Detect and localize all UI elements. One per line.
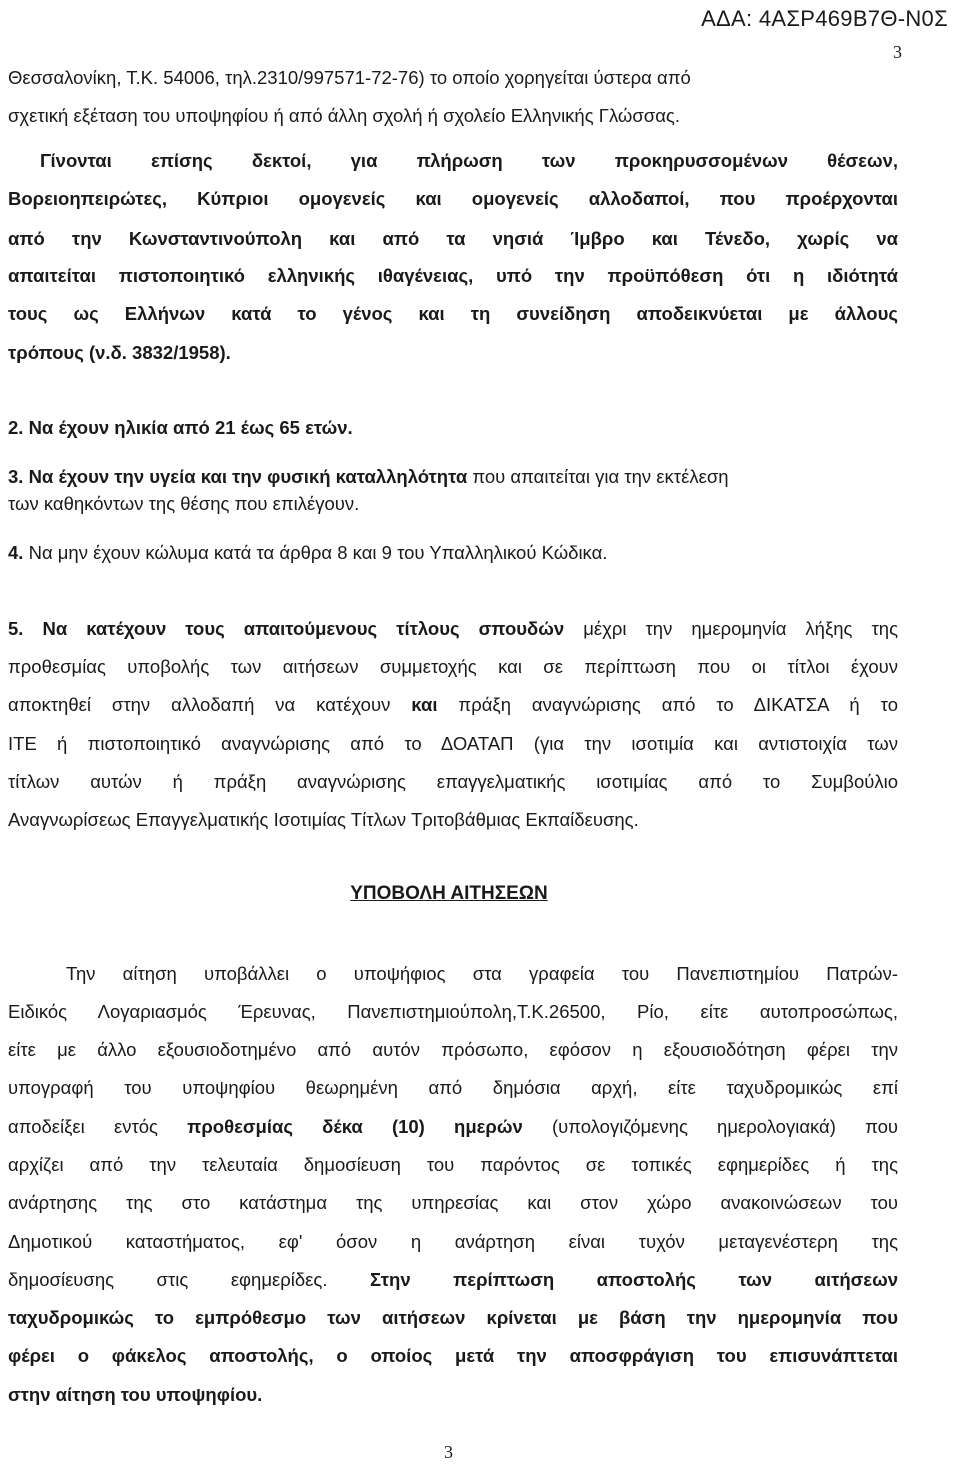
sub-l5c: (υπολογιζόμενης ημερολογιακά) που	[522, 1116, 898, 1137]
item-4	[8, 542, 898, 564]
sub-line9	[8, 1269, 898, 1291]
ada-code: ΑΔΑ: 4ΑΣΡ469Β7Θ-Ν0Σ	[701, 6, 948, 31]
sub-line11: φέρει ο φάκελος αποστολής, ο οποίος μετά την αποσφράγιση του επισυνάπτεται	[8, 1345, 898, 1366]
sub-l5b: προθεσμίας δέκα (10) ημερών	[187, 1116, 523, 1137]
sub-line4: υπογραφή του υποψηφίου θεωρημένη από δημόσια αρχή, είτε ταχυδρομικώς επί	[8, 1077, 898, 1098]
item-5-line1	[8, 618, 898, 640]
para1-line5: τους ως Ελλήνων κατά το γένος και τη συνείδηση αποδεικνύεται με άλλους	[8, 303, 898, 324]
para1-line4: απαιτείται πιστοποιητικό ελληνικής ιθαγένειας, υπό την προϋπόθεση ότι η ιδιότητά	[8, 265, 898, 286]
page-number-top: 3	[893, 42, 902, 62]
item-2: 2. Να έχουν ηλικία από 21 έως 65 ετών.	[8, 417, 353, 438]
sub-l9a: δημοσίευσης στις εφημερίδες.	[8, 1269, 370, 1290]
item-5-bold: 5. Να κατέχουν τους απαιτούμενους τίτλους σπουδών	[8, 618, 565, 639]
sub-line1: Την αίτηση υποβάλλει ο υποψήφιος στα γραφεία του Πανεπιστημίου Πατρών-	[66, 963, 898, 984]
item-5-l3c: πράξη αναγνώρισης από το ΔΙΚΑΤΣΑ ή το	[437, 694, 898, 715]
item-5-line5: τίτλων αυτών ή πράξη αναγνώρισης επαγγελματικής ισοτιμίας από το Συμβούλιο	[8, 771, 898, 792]
para1-line1: Γίνονται επίσης δεκτοί, για πλήρωση των προκηρυσσομένων θέσεων,	[40, 150, 898, 171]
item-5-line3	[8, 694, 898, 716]
item-5-rest: μέχρι την ημερομηνία λήξης της	[564, 618, 899, 639]
item-5-l3a: αποκτηθεί στην αλλοδαπή να κατέχουν	[8, 694, 412, 715]
para0-line2: σχετική εξέταση του υποψηφίου ή από άλλη σχολή ή σχολείο Ελληνικής Γλώσσας.	[8, 105, 680, 126]
sub-line2: Ειδικός Λογαριασμός Έρευνας, Πανεπιστημιούπολη,Τ.Κ.26500, Ρίο, είτε αυτοπροσώπως,	[8, 1001, 898, 1022]
sub-line5	[8, 1116, 898, 1138]
para0-line1: Θεσσαλονίκη, Τ.Κ. 54006, τηλ.2310/997571-72-76) το οποίο χορηγείται ύστερα από	[8, 67, 691, 88]
item-3-bold: 3. Να έχουν την υγεία και την φυσική καταλληλότητα	[8, 466, 468, 487]
item-5-line2: προθεσμίας υποβολής των αιτήσεων συμμετοχής και σε περίπτωση που οι τίτλοι έχουν	[8, 656, 898, 677]
sub-l5a: αποδείξει εντός	[8, 1116, 188, 1137]
item-5-l3b: και	[411, 694, 438, 715]
page-number-bottom: 3	[444, 1442, 453, 1462]
para1-line6: τρόπους (ν.δ. 3832/1958).	[8, 342, 231, 363]
item-3-line1	[8, 466, 898, 488]
sub-line12: στην αίτηση του υποψηφίου.	[8, 1384, 263, 1405]
sub-line6: αρχίζει από την τελευταία δημοσίευση του παρόντος σε τοπικές εφημερίδες ή της	[8, 1154, 898, 1175]
para1-line3: από την Κωνσταντινούπολη και από τα νησιά Ίμβρο και Τένεδο, χωρίς να	[8, 228, 898, 249]
item-5-line4: ΙΤΕ ή πιστοποιητικό αναγνώρισης από το ΔΟΑΤΑΠ (για την ισοτιμία και αντιστοιχία των	[8, 733, 898, 754]
para1-line2: Βορειοηπειρώτες, Κύπριοι ομογενείς και ομογενείς αλλοδαποί, που προέρχονται	[8, 188, 898, 209]
item-3-rest: που απαιτείται για την εκτέλεση	[467, 466, 729, 487]
item-4-text: Να μην έχουν κώλυμα κατά τα άρθρα 8 και 9 του Υπαλληλικού Κώδικα.	[23, 542, 608, 563]
item-5-line6: Αναγνωρίσεως Επαγγελματικής Ισοτιμίας Τίτλων Τριτοβάθμιας Εκπαίδευσης.	[8, 809, 639, 830]
sub-line10: ταχυδρομικώς το εμπρόθεσμο των αιτήσεων κρίνεται με βάση την ημερομηνία που	[8, 1307, 898, 1328]
sub-line3: είτε με άλλο εξουσιοδοτημένο από αυτόν πρόσωπο, εφόσον η εξουσιοδότηση φέρει την	[8, 1039, 898, 1060]
item-3-line2: των καθηκόντων της θέσης που επιλέγουν.	[8, 493, 360, 514]
section-heading: ΥΠΟΒΟΛΗ ΑΙΤΗΣΕΩΝ	[350, 883, 548, 904]
sub-l9b: Στην περίπτωση αποστολής των αιτήσεων	[370, 1269, 898, 1290]
sub-line7: ανάρτησης της στο κατάστημα της υπηρεσίας και στον χώρο ανακοινώσεων του	[8, 1192, 898, 1213]
item-4-num: 4.	[8, 542, 24, 563]
sub-line8: Δημοτικού καταστήματος, εφ' όσον η ανάρτηση είναι τυχόν μεταγενέστερη της	[8, 1231, 898, 1252]
